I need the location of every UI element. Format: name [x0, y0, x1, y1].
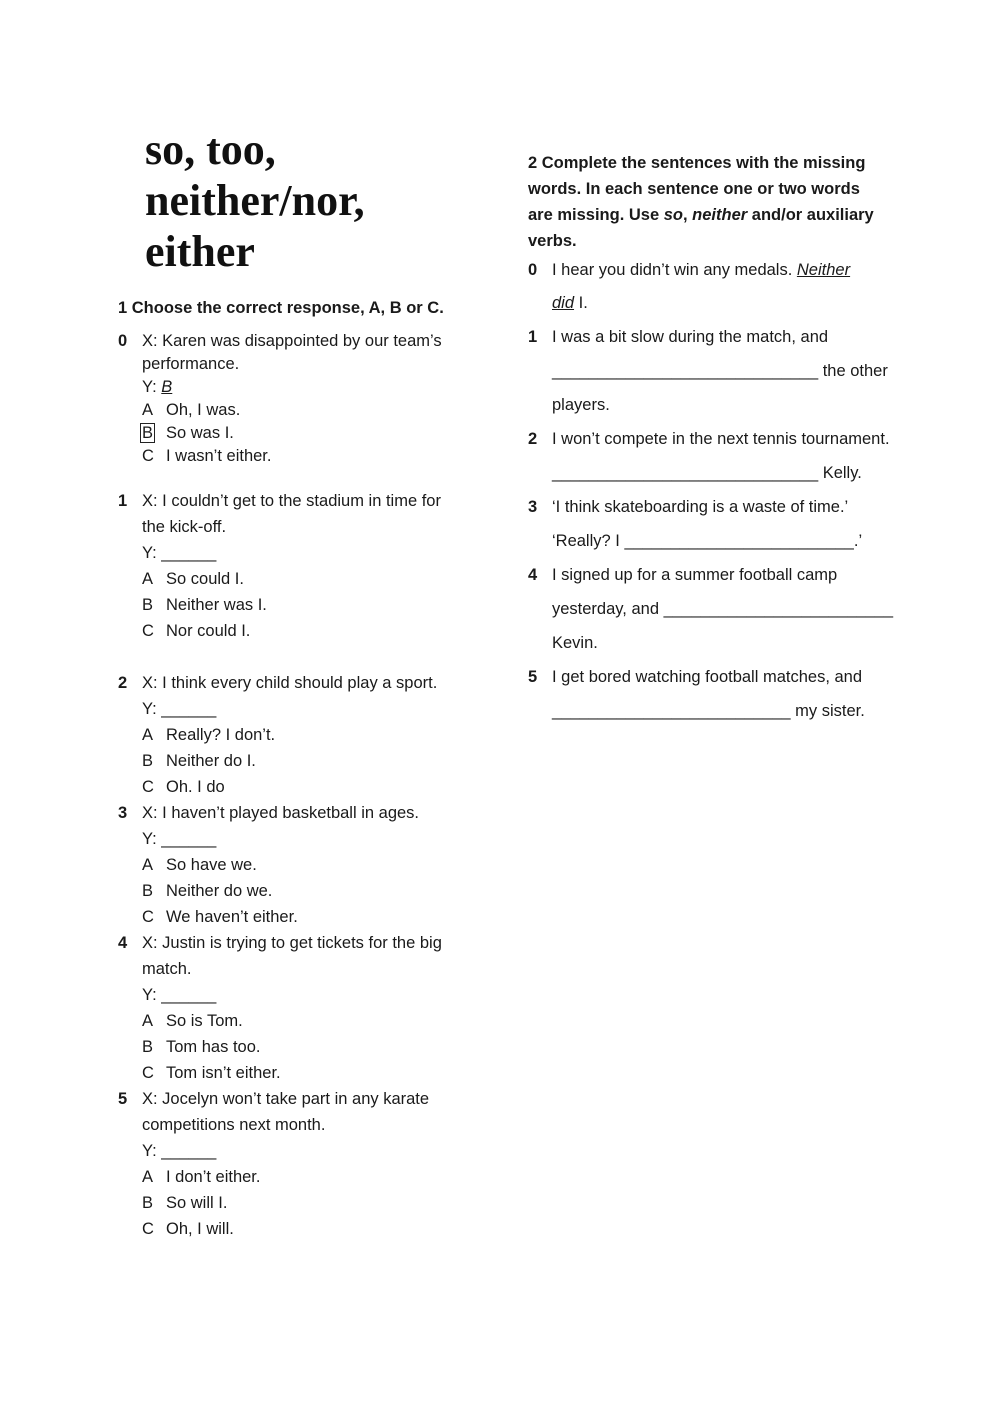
- option[interactable]: [142, 774, 478, 800]
- sentence-line: I was a bit slow during the match, and: [552, 328, 829, 346]
- answer-blank[interactable]: Y: ______: [142, 986, 217, 1004]
- answer-blank[interactable]: ‘Really? I _________________________.’: [552, 532, 863, 550]
- question-prompt: competitions next month.: [142, 1116, 326, 1134]
- exercise-1-question-3: [118, 800, 478, 930]
- question-prompt: performance.: [142, 355, 240, 373]
- option[interactable]: [142, 722, 478, 748]
- option-letter: A: [142, 401, 154, 419]
- option[interactable]: [142, 618, 478, 644]
- option-text: Neither do I.: [166, 752, 256, 770]
- question-body: [552, 660, 928, 728]
- option[interactable]: [142, 1060, 478, 1086]
- sentence-line: ‘I think skateboarding is a waste of time.’: [552, 498, 849, 516]
- option-letter: [142, 422, 166, 445]
- heading-text: and/or auxiliary: [747, 206, 874, 224]
- heading-line: words. In each sentence one or two words: [528, 180, 860, 198]
- option[interactable]: [142, 748, 478, 774]
- option-letter: A: [142, 726, 154, 744]
- option-letter: C: [142, 1064, 154, 1082]
- option[interactable]: [142, 852, 478, 878]
- exercise-1-question-5: [118, 1086, 478, 1242]
- option[interactable]: [142, 422, 478, 445]
- exercise-1-question-4: [118, 930, 478, 1086]
- question-body: [142, 670, 478, 800]
- sentence-line: I get bored watching football matches, and: [552, 668, 863, 686]
- option[interactable]: [142, 566, 478, 592]
- heading-line: [528, 202, 928, 228]
- answer-blank[interactable]: Y: ______: [142, 830, 217, 848]
- right-column: [528, 150, 928, 728]
- question-number: 5: [118, 1090, 128, 1108]
- option-text: Really? I don’t.: [166, 726, 276, 744]
- option-letter: B: [142, 1194, 154, 1212]
- option-text: We haven’t either.: [166, 908, 298, 926]
- option-text: So was I.: [166, 424, 234, 442]
- option-letter: B: [142, 752, 154, 770]
- sentence-line: I signed up for a summer football camp: [552, 566, 838, 584]
- exercise-2-heading: [528, 150, 928, 254]
- option[interactable]: [142, 1190, 478, 1216]
- answer-blank[interactable]: Y: ______: [142, 1142, 217, 1160]
- option-text: Nor could I.: [166, 622, 251, 640]
- option-letter: C: [142, 778, 154, 796]
- heading-line: 2 Complete the sentences with the missing: [528, 154, 866, 172]
- question-prompt: X: I haven’t played basketball in ages.: [142, 804, 420, 822]
- option-text: Tom has too.: [166, 1038, 261, 1056]
- option-letter: A: [142, 1012, 154, 1030]
- question-body: [142, 1086, 478, 1242]
- option-letter: C: [142, 447, 154, 465]
- sentence-line: [552, 254, 928, 287]
- question-number: 4: [118, 934, 128, 952]
- option[interactable]: [142, 878, 478, 904]
- option-letter: A: [142, 1168, 154, 1186]
- sentence-text: I.: [574, 294, 588, 312]
- option-letter: B: [142, 882, 154, 900]
- exercise-2-question-4: [528, 558, 928, 660]
- question-body: [552, 422, 928, 490]
- option-text: I wasn’t either.: [166, 447, 272, 465]
- option-letter: A: [142, 570, 154, 588]
- question-number: 3: [118, 804, 128, 822]
- question-prompt: X: I think every child should play a sport.: [142, 674, 438, 692]
- question-body: [142, 930, 478, 1086]
- option-text: I don’t either.: [166, 1168, 261, 1186]
- option[interactable]: [142, 904, 478, 930]
- option[interactable]: [142, 399, 478, 422]
- question-body: [142, 800, 478, 930]
- option[interactable]: [142, 1216, 478, 1242]
- heading-keyword-neither: neither: [692, 206, 748, 224]
- sentence-line: Kevin.: [552, 634, 598, 652]
- sentence-line: I won’t compete in the next tennis tournament.: [552, 430, 890, 448]
- question-body: [552, 254, 928, 320]
- option[interactable]: [142, 1164, 478, 1190]
- option-text: So is Tom.: [166, 1012, 243, 1030]
- exercise-1-question-1: [118, 488, 478, 644]
- sentence-line: players.: [552, 396, 610, 414]
- exercise-2-question-5: [528, 660, 928, 728]
- heading-keyword-so: so: [663, 206, 683, 224]
- question-prompt: X: Karen was disappointed by our team’s: [142, 332, 442, 350]
- option[interactable]: [142, 445, 478, 468]
- heading-text: are missing. Use: [528, 206, 664, 224]
- question-number: 5: [528, 668, 538, 686]
- option-letter: C: [142, 622, 154, 640]
- answer-blank[interactable]: _____________________________ the other: [552, 362, 888, 380]
- option[interactable]: [142, 1034, 478, 1060]
- heading-line: verbs.: [528, 232, 577, 250]
- question-number: 0: [528, 261, 538, 279]
- question-number: 2: [528, 430, 538, 448]
- answer-line: [142, 376, 478, 399]
- title-line: neither/nor,: [145, 176, 365, 225]
- option-text: So have we.: [166, 856, 257, 874]
- sentence-text: I hear you didn’t win any medals.: [552, 261, 797, 279]
- option-text: Oh, I will.: [166, 1220, 234, 1238]
- answer-blank[interactable]: Y: ______: [142, 544, 217, 562]
- option-text: Neither do we.: [166, 882, 273, 900]
- option-letter: C: [142, 908, 154, 926]
- question-body: [552, 320, 928, 422]
- answer-blank[interactable]: _____________________________ Kelly.: [552, 464, 862, 482]
- exercise-1-question-0: [118, 330, 478, 468]
- question-prompt: X: I couldn’t get to the stadium in time for: [142, 492, 441, 510]
- exercise-2-question-2: [528, 422, 928, 490]
- left-column: [118, 124, 478, 1242]
- question-prompt: match.: [142, 960, 192, 978]
- example-answer: did: [552, 294, 575, 312]
- question-number: 3: [528, 498, 538, 516]
- option-text: So could I.: [166, 570, 244, 588]
- exercise-2-question-1: [528, 320, 928, 422]
- question-prompt: X: Justin is trying to get tickets for the big: [142, 934, 442, 952]
- answer-blank[interactable]: __________________________ my sister.: [552, 702, 865, 720]
- answer-prefix: Y:: [142, 378, 162, 396]
- option-letter: B: [142, 1038, 154, 1056]
- sentence-line: [552, 287, 928, 320]
- heading-text: ,: [683, 206, 693, 224]
- title-line: so, too,: [145, 125, 276, 174]
- option-text: Oh. I do: [166, 778, 225, 796]
- example-answer: Neither: [796, 261, 851, 279]
- exercise-1-question-2: [118, 670, 478, 800]
- worksheet-title: [145, 124, 478, 277]
- option-text: So will I.: [166, 1194, 228, 1212]
- option[interactable]: [142, 592, 478, 618]
- option-letter: C: [142, 1220, 154, 1238]
- answer-blank[interactable]: yesterday, and _________________________: [552, 600, 894, 618]
- question-number: 0: [118, 332, 128, 350]
- exercise-2-question-0: [528, 254, 928, 320]
- selected-option-box: B: [142, 424, 154, 442]
- question-number: 4: [528, 566, 538, 584]
- option-letter: A: [142, 856, 154, 874]
- question-body: [552, 558, 928, 660]
- question-prompt: X: Jocelyn won’t take part in any karate: [142, 1090, 430, 1108]
- option-text: Neither was I.: [166, 596, 267, 614]
- answer-blank[interactable]: Y: ______: [142, 700, 217, 718]
- option-text: Oh, I was.: [166, 401, 241, 419]
- question-number: 1: [528, 328, 538, 346]
- question-number: 2: [118, 674, 128, 692]
- exercise-1-heading: 1 Choose the correct response, A, B or C.: [118, 299, 444, 317]
- option-letter: B: [142, 596, 154, 614]
- question-body: [552, 490, 928, 558]
- question-number: 1: [118, 492, 128, 510]
- option-text: Tom isn’t either.: [166, 1064, 281, 1082]
- example-answer: B: [161, 378, 173, 396]
- question-body: [142, 488, 478, 644]
- exercise-2-question-3: [528, 490, 928, 558]
- option[interactable]: [142, 1008, 478, 1034]
- title-line: either: [145, 227, 255, 276]
- question-body: [142, 330, 478, 468]
- question-prompt: the kick-off.: [142, 518, 227, 536]
